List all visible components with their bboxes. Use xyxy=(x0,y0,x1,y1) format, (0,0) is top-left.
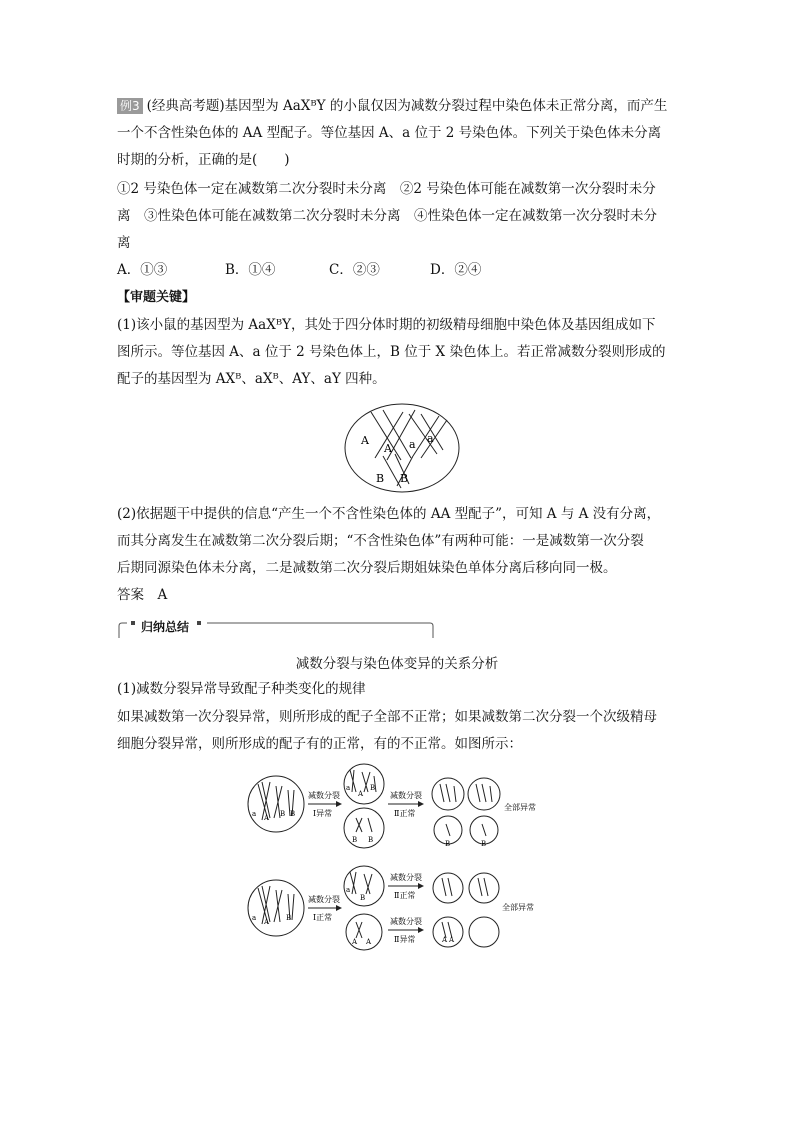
arrow-1-top: 减数分裂 xyxy=(308,791,340,800)
gene-label: A xyxy=(361,434,369,447)
gene-label: a xyxy=(252,810,257,818)
chromosomes xyxy=(356,922,362,938)
row-1-result: 全部异常 xyxy=(504,803,536,812)
gene-label: A xyxy=(366,938,372,946)
summary-line-1: 如果减数第一次分裂异常，则所形成的配子全部不正常；如果减数第二次分裂一个次级精母 xyxy=(117,709,657,725)
option-d: D．②④ xyxy=(430,262,482,278)
arrow-2-bottom: Ⅱ正常 xyxy=(394,809,416,818)
arrow-1-top: 减数分裂 xyxy=(308,895,340,904)
option-c: C．②③ xyxy=(329,262,380,278)
gene-label: A xyxy=(449,936,455,944)
gene-label: B xyxy=(481,840,487,848)
example-tag: 例3 xyxy=(117,98,143,114)
summary-box-title: 归纳总结 xyxy=(141,620,190,634)
gamete-cell xyxy=(469,873,499,903)
gene-label: A xyxy=(352,938,358,946)
example-item-line-1: ①2 号染色体一定在减数第二次分裂时未分离 ②2 号染色体可能在减数第一次分裂时未分 xyxy=(117,181,656,197)
gene-label: a xyxy=(252,914,257,922)
gene-label: a xyxy=(346,784,351,792)
chromosomes xyxy=(442,878,488,938)
secondary-cell-bottom xyxy=(344,808,384,848)
analysis-p1-line-1: (1)该小鼠的基因型为 AaXᴮY，其处于四分体时期的初级精母细胞中染色体及基因组成如下 xyxy=(117,317,656,333)
arrow-2b-top: 减数分裂 xyxy=(390,917,422,926)
gene-label: a xyxy=(346,886,351,894)
analysis-p2-line-1: (2)依据题干中提供的信息“产生一个不含性染色体的 AA 型配子”，可知 A 与 A 没有分离， xyxy=(117,506,661,522)
gene-label: A xyxy=(264,918,270,926)
gene-label: A xyxy=(358,790,364,798)
summary-title: 减数分裂与染色体变异的关系分析 xyxy=(295,656,499,672)
example-line-2: 一个不含性染色体的 AA 型配子。等位基因 A、a 位于 2 号染色体。下列关于染色体未分离 xyxy=(117,125,662,141)
arrow-2a-bottom: Ⅱ正常 xyxy=(394,891,416,900)
gene-label: B xyxy=(445,840,451,848)
analysis-heading: 【审题关键】 xyxy=(117,290,196,305)
example-item-line-3: 离 xyxy=(117,235,131,251)
summary-line-2: 细胞分裂异常，则所形成的配子有的正常，有的不正常。如图所示： xyxy=(117,736,522,752)
analysis-p2-line-2: 而其分离发生在减数第二次分裂后期；“不含性染色体”有两种可能：一是减数第一次分裂 xyxy=(117,533,644,549)
gene-label: B xyxy=(368,836,374,844)
gamete-cell xyxy=(433,917,463,947)
example-line-1 xyxy=(117,97,667,115)
gamete-cell xyxy=(433,873,463,903)
meiosis-diagram xyxy=(246,762,556,954)
example-item-line-2: 离 ③性染色体可能在减数第二次分裂时未分离 ④性染色体一定在减数第一次分裂时未分 xyxy=(117,208,657,224)
gene-label: A xyxy=(264,814,270,822)
arrow-1-bottom: Ⅰ异常 xyxy=(313,809,333,818)
example-text-1: (经典高考题)基因型为 AaXᴮY 的小鼠仅因为减数分裂过程中染色体未正常分离，而产生 xyxy=(146,98,668,114)
gene-label: B xyxy=(400,472,409,485)
gene-label: B xyxy=(286,914,292,922)
option-a: A．①③ xyxy=(117,262,168,278)
chromosome-line xyxy=(421,420,447,458)
gamete-cell xyxy=(469,917,499,947)
gene-label: B xyxy=(290,810,296,818)
tetrad-cell-figure xyxy=(343,402,461,494)
answer-line: 答案 A xyxy=(117,587,168,603)
chromosomes xyxy=(350,872,372,894)
gene-label: B xyxy=(370,784,376,792)
arrow-2a-top: 减数分裂 xyxy=(390,873,422,882)
analysis-p1-line-3: 配子的基因型为 AXᴮ、aXᴮ、AY、aY 四种。 xyxy=(117,371,386,387)
example-line-3: 时期的分析，正确的是( ) xyxy=(117,152,290,168)
primary-cell xyxy=(248,880,304,936)
option-b: B．①④ xyxy=(225,262,276,278)
gene-label: a xyxy=(427,432,434,445)
gene-label: B xyxy=(376,472,385,485)
row-2-result: 全部异常 xyxy=(502,903,534,912)
gene-label: A xyxy=(442,936,448,944)
gene-label: A xyxy=(384,442,392,455)
summary-subheading: (1)减数分裂异常导致配子种类变化的规律 xyxy=(117,681,366,697)
row-1 xyxy=(248,764,536,848)
primary-cell xyxy=(248,776,304,832)
analysis-p2-line-3: 后期同源染色体未分离，二是减数第二次分裂后期姐妹染色单体分离后移向同一极。 xyxy=(117,560,617,576)
options-row xyxy=(117,261,481,279)
gene-label: B xyxy=(360,894,366,902)
gene-label: a xyxy=(409,438,416,451)
row-2 xyxy=(248,866,534,950)
chromosomes xyxy=(356,818,372,832)
arrow-2-top: 减数分裂 xyxy=(390,791,422,800)
gene-label: B xyxy=(352,836,358,844)
arrow-1-bottom: Ⅰ正常 xyxy=(313,913,333,922)
arrow-2b-bottom: Ⅱ异常 xyxy=(394,935,416,944)
analysis-p1-line-2: 图所示。等位基因 A、a 位于 2 号染色体上，B 位于 X 染色体上。若正常减数分裂则形成的 xyxy=(117,344,666,360)
gene-label: B xyxy=(280,810,286,818)
